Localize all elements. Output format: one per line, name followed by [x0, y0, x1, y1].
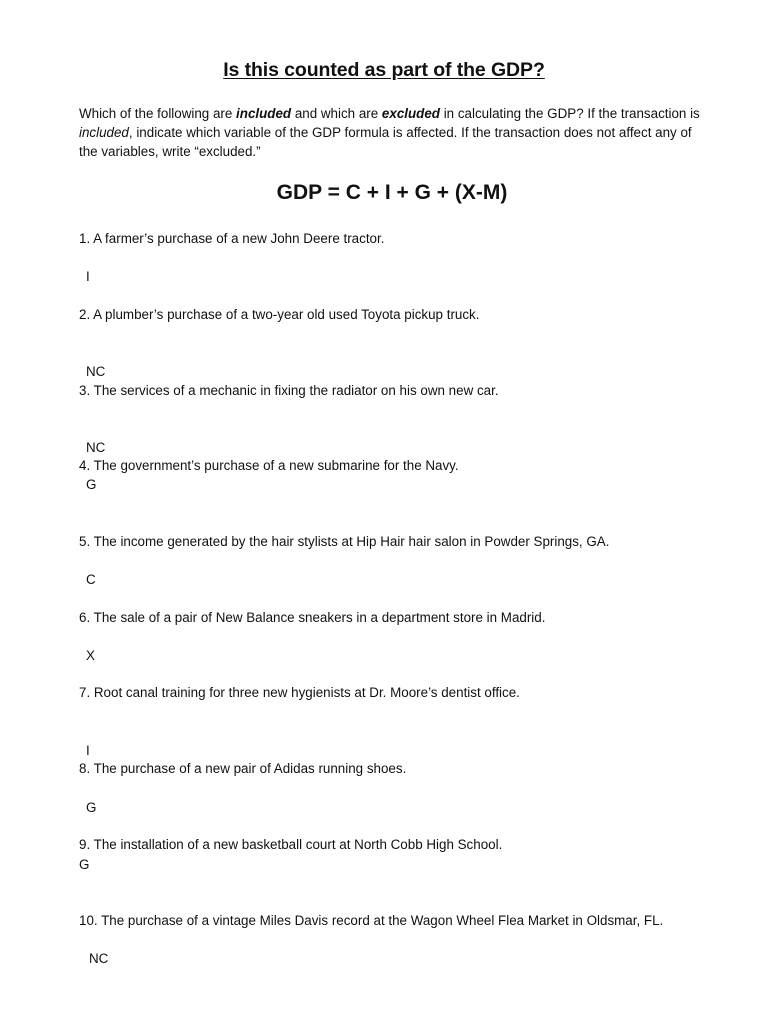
question-6: 6. The sale of a pair of New Balance sneakers in a department store in Madrid. — [79, 610, 546, 625]
answer-6: X — [86, 648, 95, 663]
question-5: 5. The income generated by the hair stylists at Hip Hair hair salon in Powder Springs, GA. — [79, 534, 610, 549]
included-italic: included — [79, 125, 129, 141]
instructions-text-2: and which are — [291, 106, 382, 121]
answer-4: G — [86, 477, 97, 492]
answer-10: NC — [89, 951, 109, 966]
question-8: 8. The purchase of a new pair of Adidas running shoes. — [79, 761, 407, 776]
answer-9: G — [79, 857, 90, 872]
page-title: Is this counted as part of the GDP? — [223, 59, 545, 81]
question-4: 4. The government’s purchase of a new submarine for the Navy. — [79, 458, 459, 473]
answer-1: I — [86, 269, 90, 284]
excluded-emphasis: excluded — [381, 106, 440, 121]
question-2: 2. A plumber’s purchase of a two-year old used Toyota pickup truck. — [79, 307, 480, 322]
answer-5: C — [86, 572, 96, 587]
answer-8: G — [86, 800, 97, 815]
answer-2: NC — [86, 364, 106, 379]
instructions-text-4: , indicate which variable of the GDP formula is affected. If the transaction does not affect any of the variables, write “excluded.” — [79, 125, 692, 160]
answer-7: I — [86, 743, 90, 758]
instructions-text-1: Which of the following are — [79, 106, 237, 121]
gdp-formula: GDP = C + I + G + (X-M) — [276, 181, 508, 204]
answer-3: NC — [86, 440, 106, 455]
question-10: 10. The purchase of a vintage Miles Davis record at the Wagon Wheel Flea Market in Oldsmar, FL. — [79, 913, 664, 928]
question-3: 3. The services of a mechanic in fixing the radiator on his own new car. — [79, 383, 499, 398]
included-emphasis: included — [236, 106, 292, 121]
question-9: 9. The installation of a new basketball court at North Cobb High School. — [79, 837, 503, 852]
instructions-text-3: in calculating the GDP? If the transaction is — [439, 106, 700, 121]
question-1: 1. A farmer’s purchase of a new John Deere tractor. — [79, 231, 385, 246]
question-7: 7. Root canal training for three new hygienists at Dr. Moore’s dentist office. — [79, 685, 520, 700]
instructions-paragraph — [79, 104, 709, 162]
